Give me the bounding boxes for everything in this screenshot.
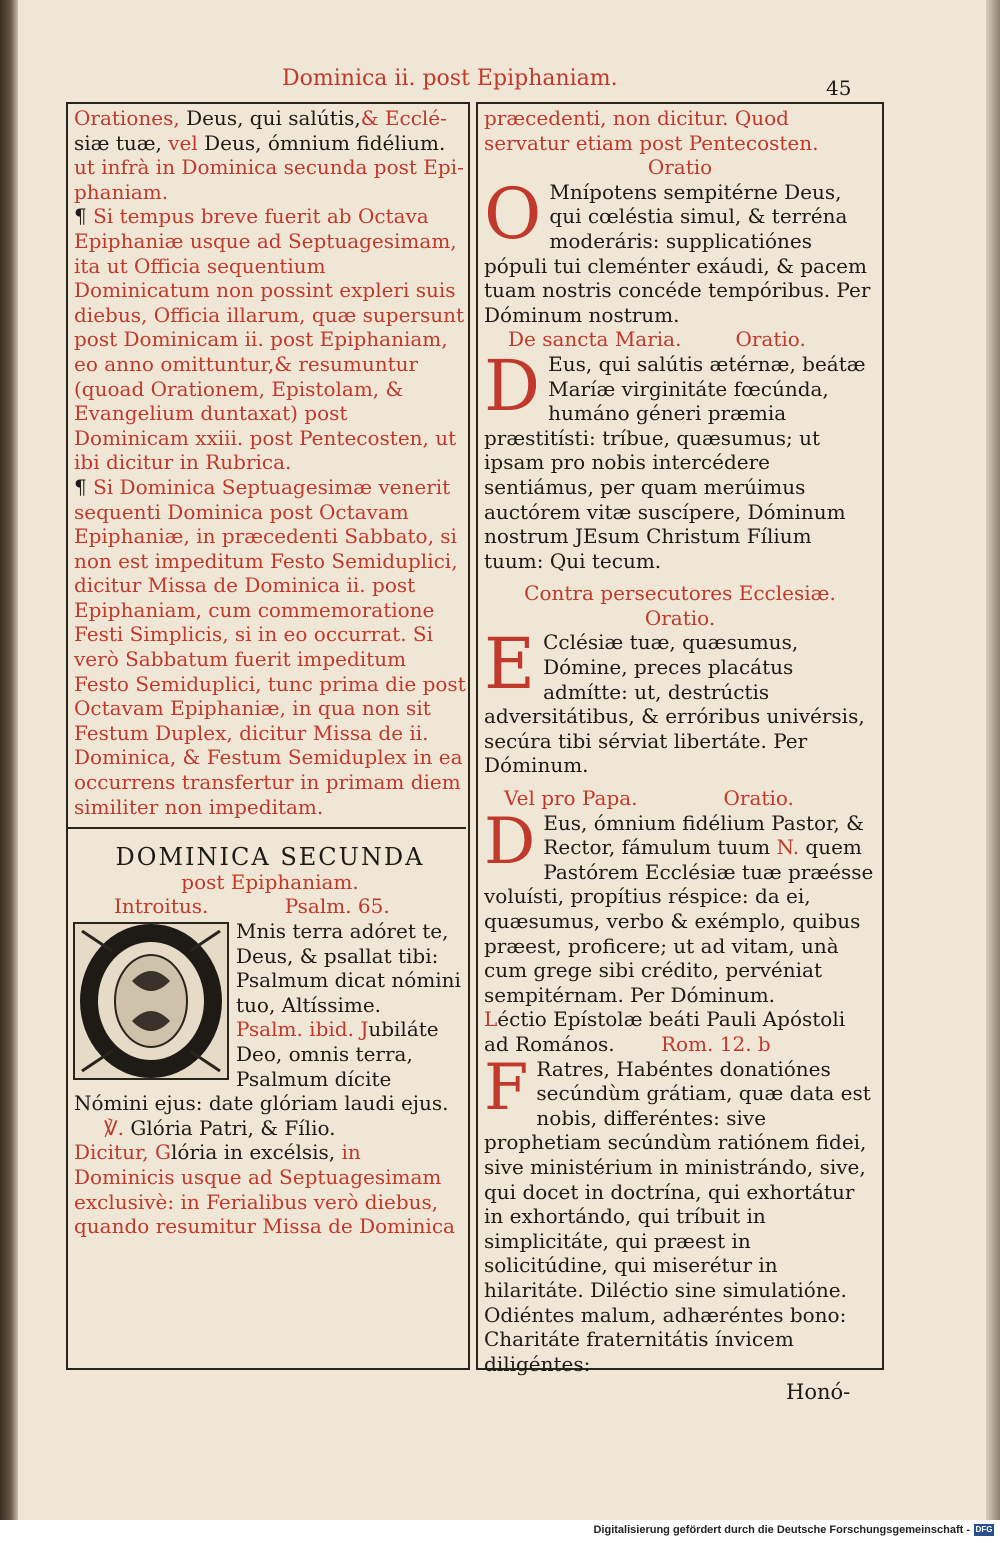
rubric-paragraph-2: ¶ Si Dominica Septuagesimæ venerit sequenti Dominica post Octavam Epiphaniæ, in præcedenti Sabbato, si non est impeditum Festo Semiduplici, dicitur Missa de Dominica ii. post Epiphaniam, cum commemoratione Festi Simplicis, si in eo occurrat. Si verò Sabbatum fuerit impeditum Festo Semiduplici, tunc prima die post Octavam Epiphaniæ, in qua non sit Festum Duplex, dicitur Missa de ii. Dominica, & Festum Semiduplex in ea occurrens transfertur in primam diem similiter non impeditam.: [74, 474, 466, 819]
contra-persecutores-heading: Contra persecutores Ecclesiæ.: [524, 581, 836, 606]
right-column: [484, 106, 876, 1376]
introit-text: Mnis terra adóret te, Deus, & psallat tibi: Psalmum dicat nómini tuo, Altíssime.: [236, 919, 461, 1017]
gloria-patri: ℣. Glória Patri, & Fílio.: [104, 1115, 336, 1140]
oratio-heading-1: Oratio: [647, 155, 713, 180]
lectio-heading: Léctio Epístolæ beáti Pauli Apóstoli ad Romános. Rom. 12. b: [484, 1007, 846, 1056]
page-edge: [986, 0, 1000, 1520]
gloria-rubric: Dicitur, Glória in excélsis, in Dominicis usque ad Septuagesimam exclusivè: in Ferialibus verò diebus, quando resumitur Missa de Dominica: [74, 1140, 455, 1239]
de-sancta-maria-row: De sancta Maria. Oratio.: [508, 327, 806, 352]
footer-credit: Digitalisierung gefördert durch die Deutsche Forschungsgemeinschaft -: [593, 1524, 970, 1536]
oratio-4: D Eus, ómnium fidélium Pastor, & Rector, fámulum tuum N. quem Pastórem Ecclésiæ tuæ præésse voluísti, propítius réspice: da ei, quæsumus, verbo & exémplo, quibus præest, proficere; ut ad vitam, unà cum grege sibi crédito, pervéniat sempitérnam. Per Dóminum.: [484, 804, 874, 1007]
oratio-2: D Eus, qui salútis ætérnæ, beátæ Maríæ virginitáte fœcúnda, humáno géneri præmia præstitísti: tríbue, quæsumus; ut ipsam pro nobis intercédere sentiámus, per quam merúimus auctórem vitæ suscípere, Dóminum nostrum JEsum Christum Fílium tuum: Qui tecum.: [484, 344, 866, 573]
psalm-ibid-verse: Psalm. ibid. Jubiláte Deo, omnis terra, Psalmum dícite Nómini ejus: date glóriam laudi ejus.: [74, 1017, 449, 1116]
epistle-text: F Ratres, Habéntes donatiónes secúndùm grátiam, quæ data est nobis, differéntes: sive prophetiam secúndùm ratiónem fidei, sive ministérium in ministrándo, sive, qui docet in doctrína, qui exhortátur in exhortándo, qui tríbuit in simplicitáte, qui præest in solicitúdine, qui miserétur in hilaritáte. Diléctio sine simulatióne. Odiéntes malum, adhæréntes bono: Charitáte fraternitátis ínvicem diligéntes:: [484, 1050, 871, 1376]
ornamental-initial-o-icon: [72, 921, 230, 1081]
section-subheading: post Epiphaniam.: [181, 869, 359, 894]
oratio-heading-3: Oratio.: [644, 605, 716, 630]
introitus-label-row: Introitus. Psalm. 65.: [114, 894, 390, 919]
dfg-logo-icon: DFG: [975, 1525, 993, 1534]
left-column: [74, 106, 466, 1239]
running-head: Dominica ii. post Epiphaniam.: [282, 66, 618, 91]
orationes-paragraph: Orationes, Deus, qui salútis,& Ecclé-siæ tuæ, vel Deus, ómnium fidélium. ut infrà in Dominica secunda post Epi-phaniam.: [74, 106, 464, 204]
oratio-3: E Cclésiæ tuæ, quæsumus, Dómine, preces placátus admítte: ut, destrúctis adversitátibus, & erróribus univérsis, secúra tibi sérviat libertáte. Per Dóminum.: [484, 623, 865, 778]
continuation-rubric: præcedenti, non dicitur. Quod servatur etiam post Pentecosten.: [484, 106, 819, 155]
section-divider: [66, 827, 466, 829]
catchword: Honó-: [786, 1380, 851, 1404]
vel-pro-papa-row: Vel pro Papa. Oratio.: [504, 786, 794, 811]
oratio-1: O Mnípotens sempitérne Deus, qui cœléstia simul, & terréna moderáris: supplicatiónes pópuli tui cleménter exáudi, & pacem tuam nostris concéde tempóribus. Per Dóminum nostrum.: [484, 172, 871, 327]
book-binding: [0, 0, 18, 1520]
section-heading: DOMINICA SECUNDA: [115, 843, 425, 872]
rubric-paragraph-1: ¶ Si tempus breve fuerit ab Octava Epiphaniæ usque ad Septuagesimam, ita ut Officia sequentium Dominicatum non possint expleri suis diebus, Officia illarum, quæ supersunt post Dominicam ii. post Epiphaniam, eo anno omittuntur,& resumuntur (quoad Orationem, Epistolam, & Evangelium duntaxat) post Dominicam xxiii. post Pentecosten, ut ibi dicitur in Rubrica.: [74, 204, 465, 475]
footer-bar: [0, 1520, 1000, 1543]
page-number: 45: [826, 76, 852, 100]
